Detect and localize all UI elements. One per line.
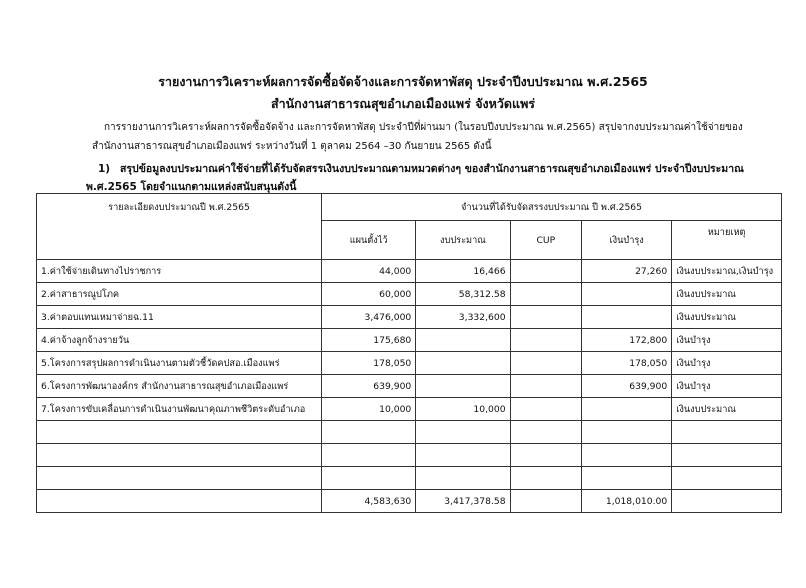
- table-row: [37, 375, 782, 398]
- table-row: [37, 352, 782, 375]
- cell-budget: [416, 352, 510, 375]
- table-row: [37, 421, 782, 444]
- cell-item: 6.โครงการพัฒนาองค์กร สำนักงานสาธารณสุขอำเภอเมืองแพร่: [37, 375, 322, 398]
- cell-item: [37, 421, 322, 444]
- cell-item: [37, 467, 322, 490]
- report-title: รายงานการวิเคราะห์ผลการจัดซื้อจัดจ้างและการจัดหาพัสดุ ประจำปีงบประมาณ พ.ศ.2565: [158, 74, 648, 89]
- header-budget: งบประมาณ: [416, 221, 510, 260]
- cell-budget: [416, 467, 510, 490]
- cell-note: [672, 467, 782, 490]
- table-row: [37, 398, 782, 421]
- cell-plan: 175,680: [321, 329, 415, 352]
- cell-maint: 178,050: [582, 352, 672, 375]
- total-row: [37, 490, 782, 513]
- table-row: [37, 444, 782, 467]
- total-maint: 1,018,010.00: [582, 490, 672, 513]
- cell-item: 4.ค่าจ้างลูกจ้างรายวัน: [37, 329, 322, 352]
- cell-plan: 178,050: [321, 352, 415, 375]
- cell-plan: 10,000: [321, 398, 415, 421]
- total-plan: 4,583,630: [321, 490, 415, 513]
- cell-item: [37, 444, 322, 467]
- cell-budget: [416, 375, 510, 398]
- cell-maint: 639,900: [582, 375, 672, 398]
- cell-plan: 44,000: [321, 260, 415, 283]
- cell-note: เงินงบประมาณ: [672, 398, 782, 421]
- table-row: [37, 306, 782, 329]
- section-1-heading: [86, 160, 788, 196]
- cell-note: เงินบำรุง: [672, 375, 782, 398]
- cell-maint: [582, 306, 672, 329]
- intro-paragraph: การรายงานการวิเคราะห์ผลการจัดซื้อจัดจ้าง และการจัดหาพัสดุ ประจำปีที่ผ่านมา (ในรอบปีงบประมาณ พ.ศ.2565) สรุปจากงบประมาณค่าใช้จ่ายของ สำนักงานสาธารณสุขอำเภอเมืองแพร่ ระหว่างวันที่ 1 ตุลาคม 2564 –30 กันยายน 2565 ดังนี้: [92, 122, 743, 152]
- header-item: รายละเอียดงบประมาณปี พ.ศ.2565: [37, 194, 322, 260]
- cell-cup: [510, 329, 582, 352]
- cell-cup: [510, 283, 582, 306]
- budget-table: [36, 193, 782, 513]
- cell-item: 1.ค่าใช้จ่ายเดินทางไปราชการ: [37, 260, 322, 283]
- total-note: [672, 490, 782, 513]
- total-cup: [510, 490, 582, 513]
- cell-plan: 3,476,000: [321, 306, 415, 329]
- cell-note: เงินบำรุง: [672, 352, 782, 375]
- cell-note: [672, 444, 782, 467]
- cell-cup: [510, 444, 582, 467]
- cell-cup: [510, 467, 582, 490]
- cell-cup: [510, 306, 582, 329]
- cell-item: 7.โครงการขับเคลื่อนการดำเนินงานพัฒนาคุณภาพชีวิตระดับอำเภอ: [37, 398, 322, 421]
- section-1-number: 1): [98, 163, 111, 175]
- header-plan: แผนตั้งไว้: [321, 221, 415, 260]
- cell-maint: 27,260: [582, 260, 672, 283]
- table-header-row-1: [37, 194, 782, 221]
- cell-note: เงินงบประมาณ,เงินบำรุง: [672, 260, 782, 283]
- cell-budget: 10,000: [416, 398, 510, 421]
- cell-plan: [321, 444, 415, 467]
- table-row: [37, 283, 782, 306]
- cell-budget: [416, 329, 510, 352]
- cell-budget: 3,332,600: [416, 306, 510, 329]
- report-subtitle: สำนักงานสาธารณสุขอำเภอเมืองแพร่ จังหวัดแพร่: [270, 96, 536, 111]
- cell-item: 3.ค่าตอบแทนเหมาจ่ายฉ.11: [37, 306, 322, 329]
- cell-note: [672, 421, 782, 444]
- table-row: [37, 467, 782, 490]
- cell-plan: 60,000: [321, 283, 415, 306]
- cell-item: 5.โครงการสรุปผลการดำเนินงานตามตัวชี้วัดคปสอ.เมืองแพร่: [37, 352, 322, 375]
- cell-note: เงินงบประมาณ: [672, 283, 782, 306]
- cell-budget: [416, 444, 510, 467]
- cell-plan: [321, 421, 415, 444]
- cell-maint: [582, 421, 672, 444]
- table-row: [37, 329, 782, 352]
- cell-maint: 172,800: [582, 329, 672, 352]
- cell-budget: 58,312.58: [416, 283, 510, 306]
- cell-cup: [510, 421, 582, 444]
- cell-plan: [321, 467, 415, 490]
- cell-cup: [510, 375, 582, 398]
- cell-budget: 16,466: [416, 260, 510, 283]
- header-group: จำนวนที่ได้รับจัดสรรงบประมาณ ปี พ.ศ.2565: [321, 194, 781, 221]
- section-1-line-1: สรุปข้อมูลงบประมาณค่าใช้จ่ายที่ได้รับจัดสรรเงินงบประมาณตามหมวดต่างๆ ของสำนักงานสาธารณสุขอำเภอเมืองแพร่ ประจำปีงบประมาณ: [120, 163, 744, 175]
- cell-cup: [510, 260, 582, 283]
- cell-plan: 639,900: [321, 375, 415, 398]
- total-budget: 3,417,378.58: [416, 490, 510, 513]
- cell-maint: [582, 444, 672, 467]
- header-maint: เงินบำรุง: [582, 221, 672, 260]
- header-cup: CUP: [510, 221, 582, 260]
- table-row: [37, 260, 782, 283]
- total-item: [37, 490, 322, 513]
- cell-note: เงินงบประมาณ: [672, 306, 782, 329]
- cell-note: เงินบำรุง: [672, 329, 782, 352]
- cell-maint: [582, 283, 672, 306]
- cell-budget: [416, 421, 510, 444]
- cell-maint: [582, 467, 672, 490]
- cell-cup: [510, 352, 582, 375]
- cell-maint: [582, 398, 672, 421]
- cell-item: 2.ค่าสาธารณูปโภค: [37, 283, 322, 306]
- section-1-line-2: พ.ศ.2565 โดยจำแนกตามแหล่งสนับสนุนดังนี้: [86, 181, 297, 193]
- header-note: หมายเหตุ: [672, 221, 782, 260]
- cell-cup: [510, 398, 582, 421]
